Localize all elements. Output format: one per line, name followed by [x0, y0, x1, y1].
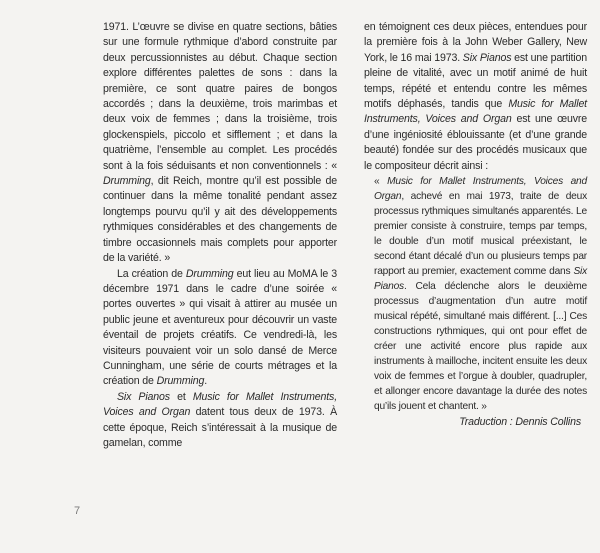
text-run: . — [204, 375, 208, 388]
italic-text: Six Pianos — [462, 51, 512, 64]
page-number: 7 — [74, 505, 81, 517]
text-run: et — [169, 390, 193, 403]
left-column — [103, 20, 337, 451]
right-column — [364, 20, 587, 430]
text-run: « — [374, 176, 388, 188]
italic-text: Music for Mallet Instruments, Voices and Organ — [103, 390, 337, 419]
paragraph-right-1 — [364, 20, 587, 174]
block-quote — [364, 174, 587, 414]
italic-text: Music for Mallet Instruments, Voices and Organ — [374, 176, 587, 203]
italic-text: Drumming — [185, 267, 234, 280]
paragraph-left-2 — [103, 267, 337, 390]
text-run: , achevé en mai 1973, traite de deux processus rythmiques simultanés apparentés. Le premier consiste à construire, temps par temps, le double d’un motif musical préexistant, le second étant décalé d’un ou plusieurs temps par rapport au premier, exactement comme dans — [374, 191, 587, 278]
italic-text: Drumming — [103, 175, 151, 188]
italic-text: Drumming — [156, 375, 205, 388]
text-run: 1971. L’œuvre se divise en quatre sections, bâties sur une formule rythmique d’abord construite par deux percussionnistes au début. Chaque section explore différentes palettes de sons : dans la première, ce sont quatre paires de bongos accordés ; dans la deuxième, trois marimbas et deux voix de femmes ; dans la troisième, trois glockenspiels, piccolo et sifflement ; et dans la quatrième, l’ensemble au complet. Les procédés sont à la fois séduisants et non conventionnels : « — [103, 21, 337, 172]
text-run: La création de — [117, 267, 186, 280]
italic-text: Six Pianos — [374, 266, 587, 293]
text-run: en témoignent ces deux pièces, entendues pour la première fois à la John Weber Gallery, New York, le 16 mai 1973. — [364, 21, 587, 64]
translation-credit: Traduction : Dennis Collins — [459, 416, 581, 429]
text-run: eut lieu au MoMA le 3 décembre 1971 dans le cadre d’une soirée « portes ouvertes » qui visait à attirer au musée un public jeune et aventureux pour découvrir un vaste éventail de projets créatifs. Ce vendredi-là, les visiteurs pouvaient voir un solo dansé de Merce Cunningham, une série de courts métrages et la création de — [103, 267, 337, 388]
text-run: est une partition pleine de vitalité, avec un motif animé de huit temps, répété et entendu contre les mêmes motifs déphasés, tandis que — [364, 51, 587, 111]
paragraph-left-3 — [103, 390, 337, 452]
text-run: datent tous deux de 1973. À cette époque, Reich s’intéressait à la musique de gamelan, comme — [103, 406, 337, 449]
text-run: , dit Reich, montre qu’il est possible de continuer dans la même tonalité pendant assez longtemps pourvu qu’il y ait des développements rythmiques considérables et des changements de timbre occasionnels mais complets pour apporter de la variété. » — [103, 175, 337, 265]
italic-text: Music for Mallet Instruments, Voices and Organ — [364, 98, 587, 126]
text-run: est une œuvre d’une ingéniosité éblouissante (et d’une grande beauté) fondée sur des procédés musicaux que le compositeur décrit ainsi : — [364, 113, 587, 172]
text-run: . Cela déclenche alors le deuxième processus d’augmentation d’un autre motif musical répété, simultané mais différent. [...] Ces constructions rythmiques, qui ont pour effet de créer une activité encore plus rapide aux instruments à mailloche, incitent ensuite les deux voix de femmes et l’orgue à doubler, quadrupler, et allonger encore davantage la durée des notes qu’ils jouent et chantent. » — [374, 281, 587, 413]
italic-text: Six Pianos — [117, 390, 170, 403]
paragraph-left-1 — [103, 20, 337, 267]
